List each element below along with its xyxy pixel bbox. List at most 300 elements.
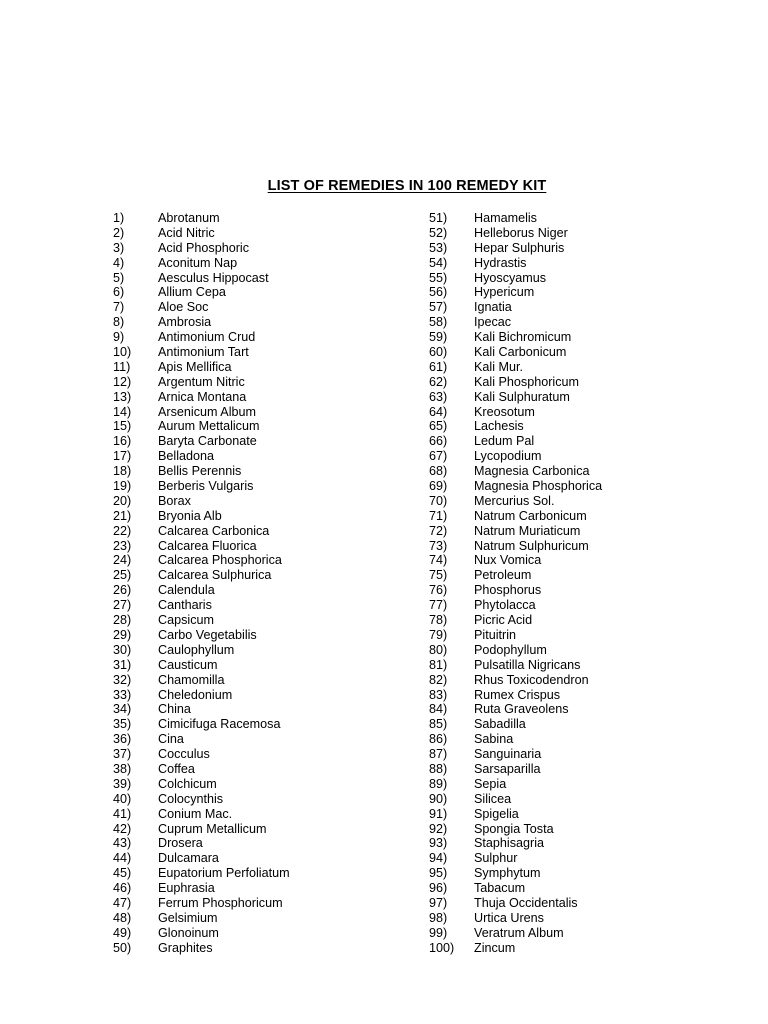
list-item <box>113 732 290 747</box>
remedy-name: Ferrum Phosphoricum <box>158 895 283 910</box>
remedy-name: Baryta Carbonate <box>158 434 257 449</box>
remedy-number: 90) <box>429 791 448 806</box>
remedy-number: 98) <box>429 910 448 925</box>
list-item <box>113 256 290 271</box>
remedy-number: 70) <box>429 493 448 508</box>
remedy-number: 24) <box>113 553 132 568</box>
remedy-name: Hamamelis <box>474 211 537 225</box>
remedy-name: Cheledonium <box>158 687 233 702</box>
remedy-name: Calcarea Carbonica <box>158 523 270 538</box>
remedy-number: 82) <box>429 672 448 687</box>
remedy-number: 69) <box>429 479 448 494</box>
remedy-name: Pulsatilla Nigricans <box>474 657 581 672</box>
remedy-number: 15) <box>113 419 132 434</box>
list-item <box>429 285 602 300</box>
list-item <box>113 702 290 717</box>
list-item <box>113 881 290 896</box>
remedy-name: Tabacum <box>474 881 526 896</box>
list-item <box>113 628 290 643</box>
list-item <box>113 271 290 286</box>
remedy-name: Picric Acid <box>474 613 533 628</box>
remedy-number: 30) <box>113 642 132 657</box>
remedy-number: 76) <box>429 583 448 598</box>
remedy-number: 73) <box>429 538 448 553</box>
remedy-name: Sarsaparilla <box>474 761 541 776</box>
remedy-name: Argentum Nitric <box>158 374 245 389</box>
remedy-name: Veratrum Album <box>474 925 564 940</box>
list-item <box>429 390 602 405</box>
remedy-name: Conium Mac. <box>158 806 233 821</box>
remedy-name: Hyoscyamus <box>474 270 547 285</box>
remedy-name: Cocculus <box>158 747 210 762</box>
remedy-name: Acid Nitric <box>158 225 215 240</box>
remedy-number: 32) <box>113 672 132 687</box>
remedy-list-right-column <box>429 211 602 956</box>
list-item <box>429 851 602 866</box>
remedy-number: 34) <box>113 702 132 717</box>
remedy-number: 68) <box>429 464 448 479</box>
remedy-number: 91) <box>429 806 448 821</box>
remedy-name: Silicea <box>474 791 512 806</box>
remedy-number: 74) <box>429 553 448 568</box>
remedy-number: 83) <box>429 687 448 702</box>
list-item <box>429 568 602 583</box>
remedy-number: 61) <box>429 359 448 374</box>
list-item <box>429 881 602 896</box>
remedy-name: Aconitum Nap <box>158 255 238 270</box>
list-item <box>113 777 290 792</box>
remedy-name: Thuja Occidentalis <box>474 895 578 910</box>
list-item <box>113 911 290 926</box>
list-item <box>429 405 602 420</box>
remedy-number: 11) <box>113 359 131 374</box>
remedy-number: 5) <box>113 270 125 285</box>
remedy-name: Allium Cepa <box>158 285 226 300</box>
remedy-number: 38) <box>113 761 132 776</box>
list-item <box>113 360 290 375</box>
remedy-name: Colocynthis <box>158 791 224 806</box>
remedy-name: Calcarea Sulphurica <box>158 568 272 583</box>
list-item <box>113 211 290 226</box>
list-item <box>113 926 290 941</box>
list-item <box>429 553 602 568</box>
remedy-name: Carbo Vegetabilis <box>158 627 257 642</box>
list-item <box>429 688 602 703</box>
remedy-name: Causticum <box>158 657 218 672</box>
list-item <box>113 315 290 330</box>
list-item <box>113 330 290 345</box>
list-item <box>429 226 602 241</box>
list-item <box>429 419 602 434</box>
remedy-name: Ignatia <box>474 300 512 315</box>
list-item <box>113 762 290 777</box>
list-item <box>429 628 602 643</box>
list-item <box>429 271 602 286</box>
remedy-name: Bryonia Alb <box>158 508 222 523</box>
remedy-number: 52) <box>429 225 448 240</box>
list-item <box>113 345 290 360</box>
remedy-name: Cimicifuga Racemosa <box>158 717 281 732</box>
remedy-name: Coffea <box>158 761 195 776</box>
remedy-number: 4) <box>113 255 125 270</box>
remedy-name: Acid Phosphoric <box>158 240 250 255</box>
list-item <box>429 479 602 494</box>
remedy-name: Urtica Urens <box>474 910 544 925</box>
remedy-number: 58) <box>429 315 448 330</box>
list-item <box>113 479 290 494</box>
remedy-name: Capsicum <box>158 613 214 628</box>
list-item <box>113 553 290 568</box>
remedy-name: Sepia <box>474 776 507 791</box>
list-item <box>429 911 602 926</box>
remedy-name: Kreosotum <box>474 404 535 419</box>
list-item <box>113 285 290 300</box>
remedy-number: 22) <box>113 523 132 538</box>
list-item <box>429 211 602 226</box>
remedy-name: Kali Phosphoricum <box>474 374 579 389</box>
remedy-number: 17) <box>113 449 132 464</box>
remedy-name: Nux Vomica <box>474 553 542 568</box>
remedy-number: 35) <box>113 717 132 732</box>
remedy-number: 23) <box>113 538 132 553</box>
remedy-name: Arnica Montana <box>158 389 247 404</box>
list-item <box>113 390 290 405</box>
list-item <box>429 315 602 330</box>
remedy-number: 99) <box>429 925 448 940</box>
remedy-number: 72) <box>429 523 448 538</box>
list-item <box>429 777 602 792</box>
list-item <box>113 658 290 673</box>
remedy-name: Ipecac <box>474 315 512 330</box>
remedy-number: 57) <box>429 300 448 315</box>
list-item <box>113 509 290 524</box>
list-item <box>429 926 602 941</box>
list-item <box>429 524 602 539</box>
remedy-name: Apis Mellifica <box>158 359 232 374</box>
list-item <box>429 747 602 762</box>
remedy-number: 1) <box>113 211 125 225</box>
remedy-number: 46) <box>113 881 132 896</box>
list-item <box>429 360 602 375</box>
list-item <box>113 583 290 598</box>
list-item <box>429 866 602 881</box>
remedy-name: Pituitrin <box>474 627 516 642</box>
remedy-name: Dulcamara <box>158 851 219 866</box>
remedy-number: 41) <box>113 806 132 821</box>
remedy-number: 9) <box>113 330 125 345</box>
remedy-number: 85) <box>429 717 448 732</box>
list-item <box>113 792 290 807</box>
remedy-name: Petroleum <box>474 568 532 583</box>
remedy-number: 8) <box>113 315 125 330</box>
remedy-name: Natrum Carbonicum <box>474 508 587 523</box>
remedy-number: 87) <box>429 747 448 762</box>
remedy-number: 92) <box>429 821 448 836</box>
remedy-name: Sanguinaria <box>474 747 542 762</box>
list-item <box>113 896 290 911</box>
list-item <box>429 449 602 464</box>
list-item <box>113 464 290 479</box>
list-item <box>429 807 602 822</box>
remedy-number: 94) <box>429 851 448 866</box>
list-item <box>113 375 290 390</box>
remedy-name: Cina <box>158 732 184 747</box>
remedy-name: Spigelia <box>474 806 519 821</box>
remedy-name: Belladona <box>158 449 215 464</box>
remedy-number: 62) <box>429 374 448 389</box>
remedy-name: Berberis Vulgaris <box>158 479 254 494</box>
list-item <box>113 434 290 449</box>
remedy-name: Aurum Mettalicum <box>158 419 260 434</box>
remedy-name: Rumex Crispus <box>474 687 561 702</box>
remedy-name: Hypericum <box>474 285 535 300</box>
remedy-number: 54) <box>429 255 448 270</box>
list-item <box>429 464 602 479</box>
list-item <box>113 539 290 554</box>
remedy-number: 50) <box>113 940 132 955</box>
list-item <box>429 330 602 345</box>
remedy-number: 36) <box>113 732 132 747</box>
remedy-number: 64) <box>429 404 448 419</box>
list-item <box>113 598 290 613</box>
remedy-name: Magnesia Phosphorica <box>474 479 603 494</box>
remedy-number: 77) <box>429 598 448 613</box>
list-item <box>429 717 602 732</box>
remedy-number: 47) <box>113 895 132 910</box>
list-item <box>429 241 602 256</box>
remedy-name: Hydrastis <box>474 255 527 270</box>
remedy-number: 14) <box>113 404 132 419</box>
list-item <box>113 866 290 881</box>
list-item <box>429 598 602 613</box>
remedy-number: 3) <box>113 240 125 255</box>
list-item <box>429 643 602 658</box>
remedy-name: Sabina <box>474 732 514 747</box>
list-item <box>113 241 290 256</box>
remedy-name: Colchicum <box>158 776 217 791</box>
remedy-name: Cuprum Metallicum <box>158 821 267 836</box>
remedy-name: Rhus Toxicodendron <box>474 672 589 687</box>
remedy-number: 37) <box>113 747 132 762</box>
list-item <box>113 449 290 464</box>
remedy-number: 89) <box>429 776 448 791</box>
remedy-number: 71) <box>429 508 448 523</box>
remedy-number: 93) <box>429 836 448 851</box>
list-item <box>113 673 290 688</box>
remedy-number: 78) <box>429 613 448 628</box>
remedy-name: Glonoinum <box>158 925 219 940</box>
remedy-name: Kali Bichromicum <box>474 330 572 345</box>
remedy-number: 51) <box>429 211 448 225</box>
remedy-name: Natrum Sulphuricum <box>474 538 589 553</box>
list-item <box>113 822 290 837</box>
list-item <box>113 524 290 539</box>
remedy-number: 79) <box>429 627 448 642</box>
remedy-number: 49) <box>113 925 132 940</box>
remedy-name: Calendula <box>158 583 215 598</box>
list-item <box>113 688 290 703</box>
remedy-name: Kali Mur. <box>474 359 523 374</box>
remedy-name: Kali Carbonicum <box>474 345 567 360</box>
remedy-name: Eupatorium Perfoliatum <box>158 866 290 881</box>
list-item <box>113 300 290 315</box>
remedy-number: 59) <box>429 330 448 345</box>
remedy-number: 42) <box>113 821 132 836</box>
list-item <box>429 494 602 509</box>
remedy-name: Calcarea Phosphorica <box>158 553 282 568</box>
list-item <box>429 256 602 271</box>
list-item <box>429 836 602 851</box>
list-item <box>113 851 290 866</box>
remedy-name: Helleborus Niger <box>474 225 568 240</box>
remedy-number: 29) <box>113 627 132 642</box>
list-item <box>113 494 290 509</box>
remedy-name: Hepar Sulphuris <box>474 240 565 255</box>
remedy-number: 16) <box>113 434 132 449</box>
list-item <box>429 732 602 747</box>
list-item <box>113 717 290 732</box>
list-item <box>429 792 602 807</box>
remedy-number: 84) <box>429 702 448 717</box>
remedy-number: 31) <box>113 657 132 672</box>
list-item <box>429 762 602 777</box>
list-item <box>429 509 602 524</box>
remedy-number: 13) <box>113 389 132 404</box>
remedy-name: Aloe Soc <box>158 300 209 315</box>
list-item <box>113 747 290 762</box>
remedy-number: 48) <box>113 910 132 925</box>
remedy-name: Antimonium Crud <box>158 330 256 345</box>
list-item <box>429 375 602 390</box>
remedy-number: 2) <box>113 225 125 240</box>
remedy-name: China <box>158 702 191 717</box>
remedy-number: 75) <box>429 568 448 583</box>
remedy-name: Euphrasia <box>158 881 215 896</box>
remedy-number: 86) <box>429 732 448 747</box>
remedy-number: 80) <box>429 642 448 657</box>
remedy-name: Gelsimium <box>158 910 218 925</box>
list-item <box>429 539 602 554</box>
remedy-number: 96) <box>429 881 448 896</box>
remedy-name: Kali Sulphuratum <box>474 389 570 404</box>
list-item <box>113 405 290 420</box>
list-item <box>429 613 602 628</box>
remedy-name: Natrum Muriaticum <box>474 523 581 538</box>
remedy-number: 26) <box>113 583 132 598</box>
remedy-name: Spongia Tosta <box>474 821 554 836</box>
remedy-name: Arsenicum Album <box>158 404 256 419</box>
remedy-number: 56) <box>429 285 448 300</box>
list-item <box>113 226 290 241</box>
remedy-number: 66) <box>429 434 448 449</box>
remedy-name: Borax <box>158 493 191 508</box>
remedy-number: 55) <box>429 270 448 285</box>
remedy-name: Caulophyllum <box>158 642 235 657</box>
list-item <box>113 836 290 851</box>
list-item <box>429 941 602 956</box>
remedy-name: Magnesia Carbonica <box>474 464 590 479</box>
list-item <box>429 658 602 673</box>
remedy-number: 28) <box>113 613 132 628</box>
remedy-name: Graphites <box>158 940 213 955</box>
list-item <box>429 702 602 717</box>
remedy-number: 53) <box>429 240 448 255</box>
list-item <box>429 300 602 315</box>
remedy-number: 97) <box>429 895 448 910</box>
remedy-number: 43) <box>113 836 132 851</box>
remedy-name: Symphytum <box>474 866 541 881</box>
list-item <box>429 583 602 598</box>
list-item <box>113 807 290 822</box>
list-item <box>113 643 290 658</box>
remedy-name: Drosera <box>158 836 203 851</box>
list-item <box>113 613 290 628</box>
remedy-name: Mercurius Sol. <box>474 493 555 508</box>
remedy-number: 45) <box>113 866 132 881</box>
remedy-name: Abrotanum <box>158 211 220 225</box>
page-title: LIST OF REMEDIES IN 100 REMEDY KIT <box>267 178 547 194</box>
remedy-number: 10) <box>113 345 132 360</box>
remedy-number: 21) <box>113 508 132 523</box>
list-item <box>429 673 602 688</box>
remedy-name: Zincum <box>474 940 516 955</box>
remedy-number: 65) <box>429 419 448 434</box>
remedy-name: Podophyllum <box>474 642 547 657</box>
remedy-number: 7) <box>113 300 125 315</box>
remedy-number: 60) <box>429 345 448 360</box>
list-item <box>113 419 290 434</box>
list-item <box>429 822 602 837</box>
list-item <box>429 434 602 449</box>
remedy-name: Ambrosia <box>158 315 212 330</box>
remedy-number: 40) <box>113 791 132 806</box>
remedy-number: 39) <box>113 776 132 791</box>
remedy-name: Phytolacca <box>474 598 536 613</box>
remedy-name: Sabadilla <box>474 717 526 732</box>
remedy-number: 18) <box>113 464 132 479</box>
remedy-number: 100) <box>429 940 455 955</box>
remedy-number: 20) <box>113 493 132 508</box>
remedy-number: 63) <box>429 389 448 404</box>
remedy-number: 88) <box>429 761 448 776</box>
remedy-number: 81) <box>429 657 448 672</box>
remedy-name: Lachesis <box>474 419 524 434</box>
remedy-name: Cantharis <box>158 598 212 613</box>
remedy-number: 27) <box>113 598 132 613</box>
remedy-number: 95) <box>429 866 448 881</box>
list-item <box>113 941 290 956</box>
remedy-name: Bellis Perennis <box>158 464 242 479</box>
remedy-number: 19) <box>113 479 132 494</box>
remedy-list-left-column <box>113 211 290 956</box>
remedy-name: Sulphur <box>474 851 518 866</box>
remedy-number: 67) <box>429 449 448 464</box>
remedy-name: Aesculus Hippocast <box>158 270 269 285</box>
list-item <box>429 345 602 360</box>
remedy-number: 25) <box>113 568 132 583</box>
remedy-name: Staphisagria <box>474 836 545 851</box>
remedy-number: 44) <box>113 851 132 866</box>
list-item <box>113 568 290 583</box>
remedy-name: Calcarea Fluorica <box>158 538 257 553</box>
remedy-number: 12) <box>113 374 132 389</box>
remedy-number: 6) <box>113 285 125 300</box>
list-item <box>429 896 602 911</box>
remedy-name: Ledum Pal <box>474 434 535 449</box>
remedy-name: Phosphorus <box>474 583 542 598</box>
remedy-name: Lycopodium <box>474 449 542 464</box>
remedy-number: 33) <box>113 687 132 702</box>
